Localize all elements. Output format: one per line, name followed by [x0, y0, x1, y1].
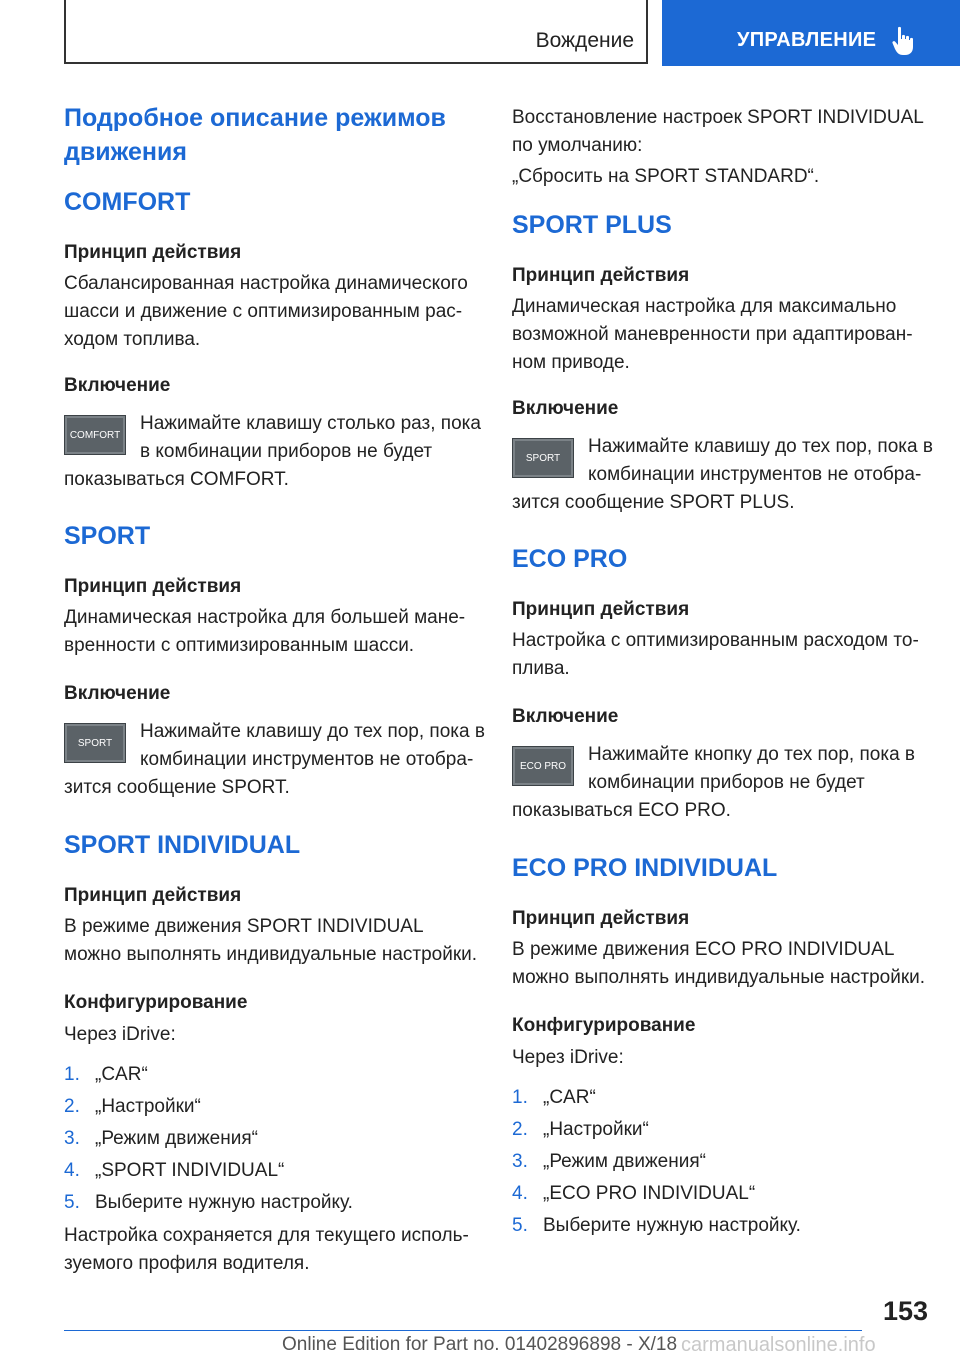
step-text: „Настройки“ [95, 1096, 201, 1117]
reset-action: „Сбросить на SPORT STANDARD“. [512, 166, 820, 187]
tab-chapter-controls[interactable] [662, 0, 960, 66]
step-text: „CAR“ [95, 1064, 148, 1085]
page-title-line1: Подробное описание режимов [64, 104, 446, 132]
step-text: „SPORT INDIVIDUAL“ [95, 1160, 285, 1181]
heading-sport-plus: SPORT PLUS [512, 211, 672, 239]
subheading-enable: Включение [64, 683, 171, 704]
sport-plus-enable-line2: комбинации инструментов не отобра- [588, 464, 922, 485]
tab-chapter-label: УПРАВЛЕНИЕ [737, 29, 877, 51]
step-number: 2. [64, 1096, 80, 1117]
step-number: 4. [64, 1160, 80, 1181]
subheading-principle: Принцип действия [64, 885, 242, 906]
subheading-principle: Принцип действия [512, 265, 690, 286]
step-text: „ECO PRO INDIVIDUAL“ [543, 1183, 756, 1204]
step-number: 1. [512, 1087, 528, 1108]
page-title [64, 101, 446, 169]
comfort-button-image: COMFORT [64, 415, 126, 455]
eco-pro-enable-line2: комбинации приборов не будет [588, 772, 865, 793]
subheading-enable: Включение [512, 398, 619, 419]
step-number: 4. [512, 1183, 528, 1204]
step-text: „CAR“ [543, 1087, 596, 1108]
watermark: carmanualsonline.info [681, 1334, 876, 1356]
tab-section-driving[interactable] [64, 0, 648, 64]
step-number: 3. [512, 1151, 528, 1172]
comfort-enable-line2: в комбинации приборов не будет [140, 441, 433, 462]
step-number: 1. [64, 1064, 80, 1085]
comfort-enable-line1: Нажимайте клавишу столько раз, пока [140, 413, 481, 434]
subheading-enable: Включение [512, 706, 619, 727]
step-number: 5. [64, 1192, 80, 1213]
sport-plus-button-image: SPORT [512, 438, 574, 478]
comfort-description: Сбалансированная настройка динамического шасси и движение с оптимизированным рас- ходом топлива. [64, 273, 468, 350]
sport-plus-enable-line3: зится сообщение SPORT PLUS. [512, 492, 795, 513]
eco-pro-button-image: ECO PRO [512, 746, 574, 786]
reset-info: Восстановление настроек SPORT INDIVIDUAL по умолчанию: [512, 107, 924, 156]
sport-plus-enable-line1: Нажимайте клавишу до тех пор, пока в [588, 436, 933, 457]
step-number: 2. [512, 1119, 528, 1140]
profile-note: Настройка сохраняется для текущего исполь- зуемого профиля водителя. [64, 1225, 469, 1274]
step-text: Выберите нужную настройку. [95, 1192, 353, 1213]
subheading-principle: Принцип действия [64, 242, 242, 263]
hand-pointer-icon [892, 26, 916, 56]
page-title-line2: движения [64, 138, 187, 166]
sport-plus-description: Динамическая настройка для максимально возможной маневренности при адаптирован- ном приводе. [512, 296, 913, 373]
subheading-principle: Принцип действия [512, 599, 690, 620]
sport-enable-line1: Нажимайте клавишу до тех пор, пока в [140, 721, 485, 742]
heading-sport: SPORT [64, 522, 151, 550]
edition-note: Online Edition for Part no. 01402896898 - X/18 [282, 1334, 678, 1355]
subheading-principle: Принцип действия [512, 908, 690, 929]
via-idrive: Через iDrive: [512, 1047, 624, 1068]
sport-description: Динамическая настройка для большей мане- вренности с оптимизированным шасси. [64, 607, 466, 656]
via-idrive: Через iDrive: [64, 1024, 176, 1045]
tab-section-label: Вождение [535, 29, 634, 52]
step-number: 3. [64, 1128, 80, 1149]
sport-enable-line3: зится сообщение SPORT. [64, 777, 290, 798]
sport-enable-line2: комбинации инструментов не отобра- [140, 749, 474, 770]
subheading-config: Конфигурирование [512, 1015, 696, 1036]
step-text: „Режим движения“ [95, 1128, 258, 1149]
step-text: „Настройки“ [543, 1119, 649, 1140]
step-number: 5. [512, 1215, 528, 1236]
eco-pro-individual-description: В режиме движения ECO PRO INDIVIDUAL можно выполнять индивидуальные настройки. [512, 939, 926, 988]
heading-sport-individual: SPORT INDIVIDUAL [64, 831, 301, 859]
sport-individual-description: В режиме движения SPORT INDIVIDUAL можно выполнять индивидуальные настройки. [64, 916, 478, 965]
subheading-enable: Включение [64, 375, 171, 396]
footer-divider [64, 1330, 862, 1331]
heading-eco-pro-individual: ECO PRO INDIVIDUAL [512, 854, 778, 882]
step-text: Выберите нужную настройку. [543, 1215, 801, 1236]
eco-pro-enable-line3: показываться ECO PRO. [512, 800, 731, 821]
comfort-enable-line3: показываться COMFORT. [64, 469, 289, 490]
subheading-config: Конфигурирование [64, 992, 248, 1013]
heading-eco-pro: ECO PRO [512, 545, 628, 573]
heading-comfort: COMFORT [64, 188, 191, 216]
subheading-principle: Принцип действия [64, 576, 242, 597]
eco-pro-description: Настройка с оптимизированным расходом то- плива. [512, 630, 919, 679]
page-number: 153 [883, 1296, 929, 1326]
sport-button-image: SPORT [64, 723, 126, 763]
eco-pro-enable-line1: Нажимайте кнопку до тех пор, пока в [588, 744, 916, 765]
step-text: „Режим движения“ [543, 1151, 706, 1172]
